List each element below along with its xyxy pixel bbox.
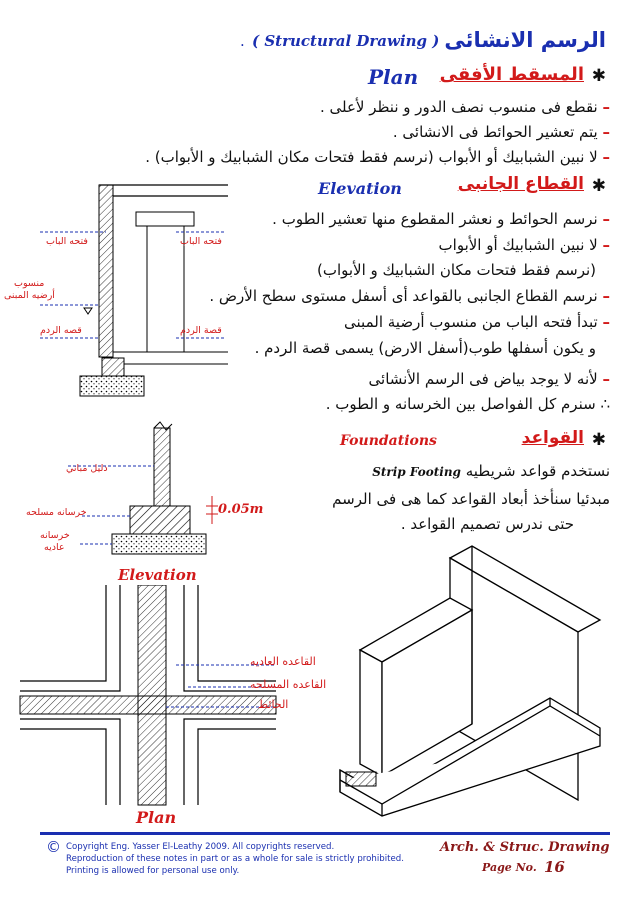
elev-line-1-text: نرسم الحوائط و نعشر المقطوع منها تعشير الطوب . [272,210,598,228]
elev-line-6-text: و يكون أسفلها طوب(أسفل الارض) يسمى قصة الردم . [254,339,596,357]
footing-plan-drawing [0,585,280,810]
label-plain-concrete-2: عاديه [44,542,65,553]
elev-line-5: – تبدأ فتحه الباب من منسوب أرضية المبنى [344,313,610,331]
elev-line-7-text: لأنه لا يوجد بياض فى الرسم الأنشائى [368,370,598,388]
footer-divider [40,832,610,835]
found-line-3-text: حتى ندرس تصميم القواعد . [400,515,574,533]
therefore-symbol: ∴ [600,395,610,413]
elev-line-1: – نرسم الحوائط و نعشر المقطوع منها تعشير الطوب . [272,210,610,228]
footer-line-3: Printing is allowed for personal use only. [66,866,240,876]
plan-line-3: – لا نبين الشبابيك أو الأبواب (نرسم فقط فتحات مكان الشبابيك و الأبواب) . [145,148,610,166]
label-floor-level-1: منسوب [14,278,45,289]
label-door-opening-left: فتحه الباب [46,236,88,247]
header-english-title: ( Structural Drawing ) [252,32,440,50]
page-header [236,28,606,58]
label-rc-footing: القاعده المسلحه [250,678,327,691]
copyright-icon: © [46,838,61,856]
plan-heading [360,64,606,92]
found-line-1-ar: نستخدم قواعد شريطيه [465,462,610,480]
elev-line-2: – لا نبين الشبابيك أو الأبواب [438,236,610,254]
star-icon: ✱ [591,66,606,86]
plan-line-1-text: نقطع فى منسوب نصف الدور و ننظر لأعلى . [319,98,598,116]
plan-line-2: – يتم تعشير الحوائط فى الانشائى . [392,123,610,141]
footer-page-number: 16 [544,858,565,876]
star-icon: ✱ [591,430,606,450]
elev-line-7: – لأنه لا يوجد بياض فى الرسم الأنشائى [368,370,610,388]
elevation-heading [318,174,606,202]
header-period: . [240,32,245,50]
footing-elevation-caption: Elevation [118,566,197,584]
label-door-opening-right: فتحه الباب [180,236,222,247]
foundations-heading-arabic: القواعد [521,428,584,448]
elev-line-4: – نرسم القطاع الجانبى بالقواعد أى أسفل مستوى سطح الأرض . [209,287,610,305]
label-plain-concrete-1: خرسانه [40,530,70,541]
found-line-1-en: Strip Footing [372,465,461,479]
elevation-heading-english: Elevation [318,179,402,198]
elev-line-4-text: نرسم القطاع الجانبى بالقواعد أى أسفل مستوى سطح الأرض . [209,287,598,305]
plan-heading-english: Plan [368,65,419,89]
footing-elevation-drawing [0,420,270,570]
plan-line-2-text: يتم تعشير الحوائط فى الانشائى . [392,123,598,141]
label-reinforced-concrete: خرسانه مسلحه [26,507,87,518]
plan-line-3-text: لا نبين الشبابيك أو الأبواب (نرسم فقط فتحات مكان الشبابيك و الأبواب) . [145,148,598,166]
elev-line-2-text: لا نبين الشبابيك أو الأبواب [438,236,598,254]
plan-heading-arabic: المسقط الأفقى [439,64,584,85]
elev-line-8-text: سنرم كل الفواصل بين الخرسانه و الطوب . [325,395,596,413]
elev-line-6 [255,339,596,357]
label-fill-right: قصة الردم [180,325,222,336]
footer-line-2: Reproduction of these notes in part or as a whole for sale is strictly prohibited. [66,854,404,864]
elevation-heading-arabic: القطاع الجانبى [457,174,584,194]
foundations-heading-english: Foundations [340,433,437,449]
elev-line-5-text: تبدأ فتحه الباب من منسوب أرضية المبنى [344,313,598,331]
found-line-2 [332,490,610,508]
label-brick-wall: دليل مباني [66,463,108,474]
star-icon: ✱ [591,176,606,196]
label-plain-footing: القاعده العاديه [250,655,316,668]
plan-line-1: – نقطع فى منسوب نصف الدور و ننظر لأعلى . [319,98,610,116]
header-arabic-title: الرسم الانشائى [444,28,606,52]
foundations-heading [340,428,606,456]
elev-line-3-text: (نرسم فقط فتحات مكان الشبابيك و الأبواب) [316,261,596,279]
label-floor-level-2: أرضيه المبنى [4,290,55,301]
footing-plan-caption: Plan [136,808,177,827]
footer-line-1: Copyright Eng. Yasser El-Leathy 2009. All copyrights reserved. [66,842,335,852]
label-fill-left: قصه الردم [40,325,82,336]
footer-course-title: Arch. & Struc. Drawing [440,840,610,855]
footer-page-label: Page No. [482,861,537,874]
isometric-footing-drawing [300,540,620,830]
found-line-1 [372,462,610,480]
found-line-2-text: مبدئيا سنأخذ أبعاد القواعد كما هى فى الرسم [332,490,610,508]
dimension-label: 0.05m [218,502,264,517]
footer-notice [66,841,404,877]
found-line-3 [401,515,574,533]
elev-line-8 [326,395,610,413]
elev-line-3 [317,261,596,279]
label-wall: الحائط [258,698,289,711]
